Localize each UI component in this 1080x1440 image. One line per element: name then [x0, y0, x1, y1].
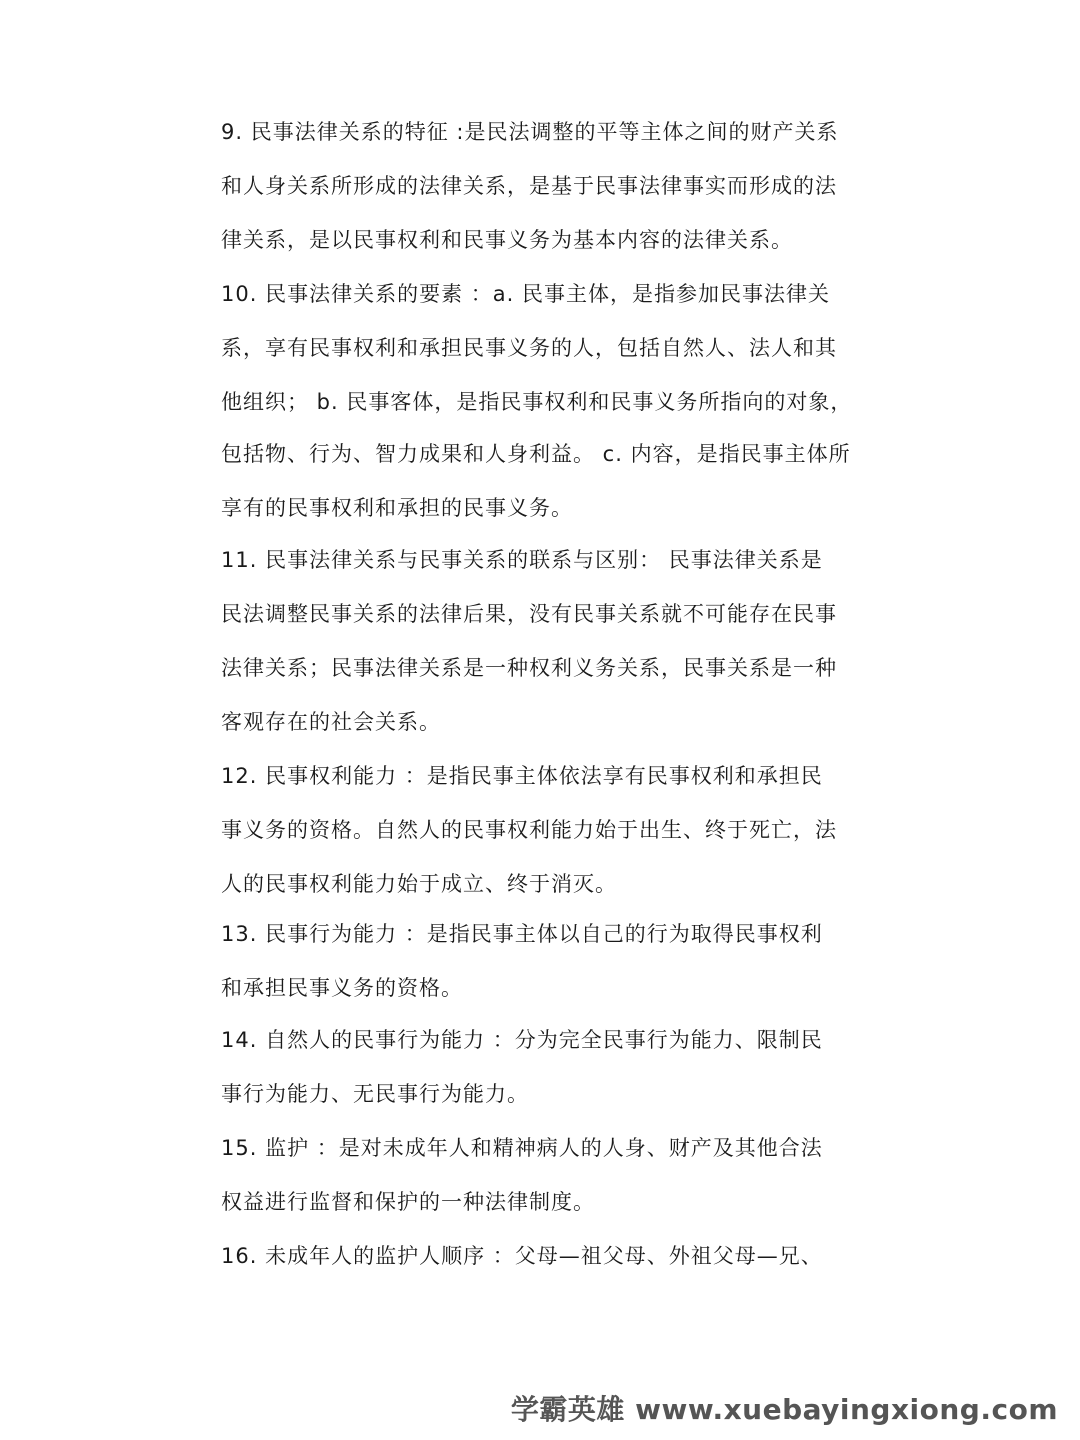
text-line: 法律关系；民事法律关系是一种权利义务关系，民事关系是一种 — [221, 656, 837, 680]
text-line: 10. 民事法律关系的要素 ：a. 民事主体，是指参加民事法律关 — [221, 282, 830, 306]
text-line: 律关系，是以民事权利和民事义务为基本内容的法律关系。 — [221, 228, 793, 252]
text-line: 系，享有民事权利和承担民事义务的人，包括自然人、法人和其 — [221, 336, 837, 360]
text-line: 和承担民事义务的资格。 — [221, 976, 463, 1000]
text-line: 他组织； b. 民事客体，是指民事权利和民事义务所指向的对象， — [221, 390, 853, 414]
text-line: 9. 民事法律关系的特征 :是民法调整的平等主体之间的财产关系 — [221, 120, 839, 144]
text-line: 客观存在的社会关系。 — [221, 710, 441, 734]
text-line: 事义务的资格。自然人的民事权利能力始于出生、终于死亡，法 — [221, 818, 837, 842]
text-line: 16. 未成年人的监护人顺序 ：父母—祖父母、外祖父母—兄、 — [221, 1244, 823, 1268]
text-line: 15. 监护 ：是对未成年人和精神病人的人身、财产及其他合法 — [221, 1136, 823, 1160]
text-line: 事行为能力、无民事行为能力。 — [221, 1082, 529, 1106]
text-line: 享有的民事权利和承担的民事义务。 — [221, 496, 573, 520]
site-watermark: 学霸英雄 www.xuebayingxiong.com — [510, 1393, 1058, 1426]
text-line: 和人身关系所形成的法律关系，是基于民事法律事实而形成的法 — [221, 174, 837, 198]
text-line: 权益进行监督和保护的一种法律制度。 — [221, 1190, 595, 1214]
text-line: 民法调整民事关系的法律后果，没有民事关系就不可能存在民事 — [221, 602, 837, 626]
text-line: 11. 民事法律关系与民事关系的联系与区别： 民事法律关系是 — [221, 548, 823, 572]
text-line: 人的民事权利能力始于成立、终于消灭。 — [221, 872, 617, 896]
text-line: 12. 民事权利能力 ：是指民事主体依法享有民事权利和承担民 — [221, 764, 823, 788]
text-line: 包括物、行为、智力成果和人身利益。 c. 内容，是指民事主体所 — [221, 442, 851, 466]
text-line: 14. 自然人的民事行为能力 ：分为完全民事行为能力、限制民 — [221, 1028, 823, 1052]
text-line: 13. 民事行为能力 ：是指民事主体以自己的行为取得民事权利 — [221, 922, 823, 946]
